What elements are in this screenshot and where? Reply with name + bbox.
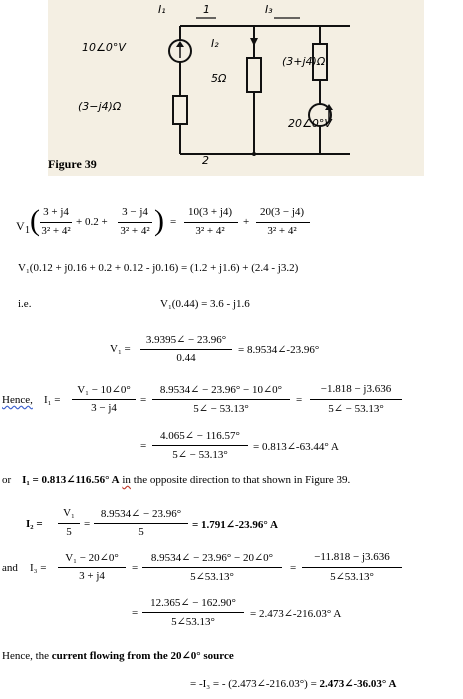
circuit-diagram (48, 0, 424, 176)
label-source-10v: 10∠0°V (82, 41, 126, 54)
label-source-20v: 20∠0°V (288, 117, 332, 130)
source-current-result: = -I₃ = - (2.473∠-216.03°) = 2.473∠-36.03° A (190, 678, 397, 690)
label-i1: I₁ (158, 3, 166, 16)
label-resistor-5: 5Ω (211, 72, 227, 85)
equation-expanded: V₁(0.12 + j0.16 + 0.2 + 0.12 - j0.16) = (1.2 + j1.6) + (2.4 - j3.2) (18, 262, 299, 274)
impedance-3-minus-j4 (173, 96, 187, 124)
figure-caption: Figure 39 (48, 157, 97, 171)
ie-label: i.e. (18, 298, 32, 310)
label-node-1: 1 (203, 3, 210, 16)
resistor-5-ohm (247, 58, 261, 92)
label-impedance-3-plus-j4: (3+j4)Ω (282, 55, 326, 68)
label-node-2: 2 (202, 154, 209, 167)
circuit-figure (48, 0, 424, 176)
source-current-heading: Hence, the current flowing from the 20∠0° source (2, 650, 234, 662)
label-i2: I₂ (211, 37, 219, 50)
i1-final-statement: or I₁ = 0.813∠116.56° A in the opposite direction to that shown in Figure 39. (2, 474, 351, 486)
label-impedance-3-minus-j4: (3−j4)Ω (78, 100, 122, 113)
equation-v1-simplified: V₁(0.44) = 3.6 - j1.6 (160, 298, 250, 310)
label-i3: I₃ (265, 3, 273, 16)
